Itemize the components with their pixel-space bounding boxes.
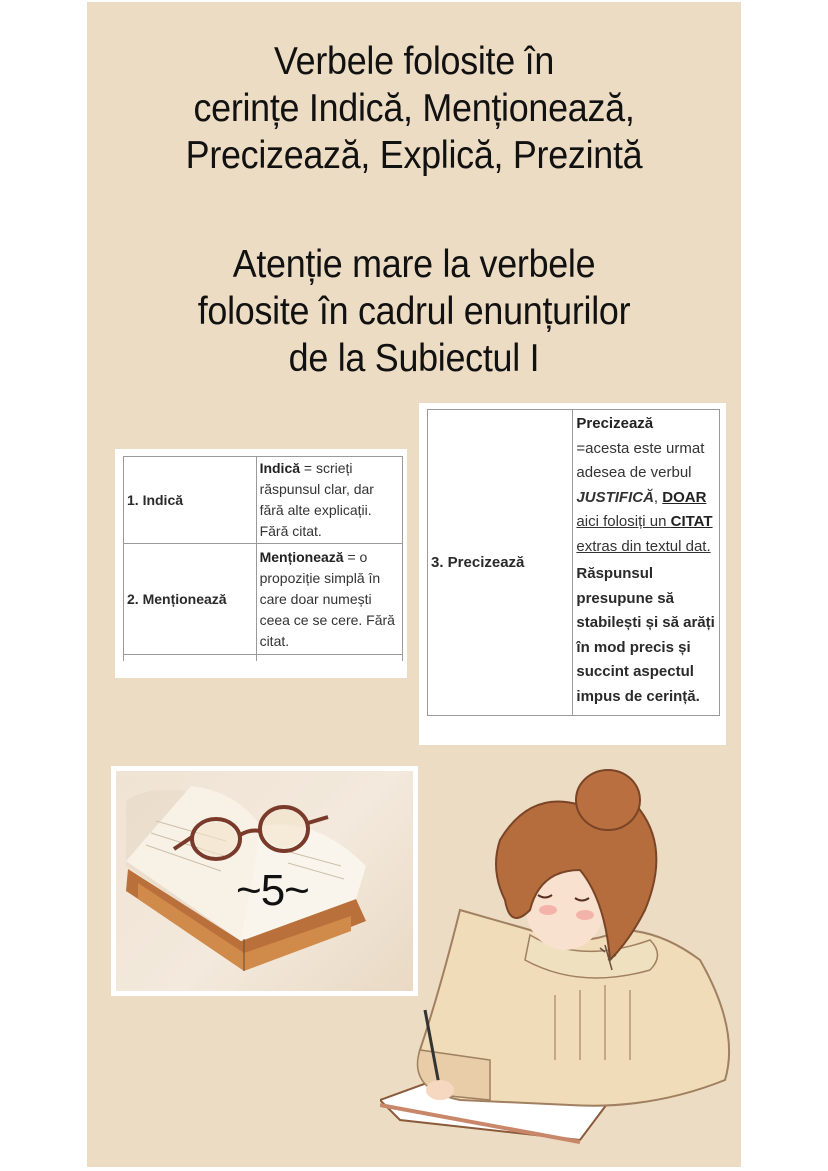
- subtitle-line: de la Subiectul I: [288, 337, 540, 380]
- answer-explanation: Răspunsul presupune să stabilești și să arăți în mod precis și succint aspectul impus de cerință.: [576, 565, 715, 705]
- justifica-emphasis: JUSTIFICĂ: [576, 488, 654, 506]
- verb-term: Indică: [259, 460, 301, 476]
- verbs-table-grid: [123, 456, 403, 661]
- definition-intro: =acesta este urmat adesea de verbul: [576, 439, 705, 481]
- title-line: cerințe Indică, Menționează,: [193, 87, 635, 130]
- verbs-table-grid: [427, 409, 720, 716]
- verb-definition: Precizează =acesta este urmat adesea de verbul JUSTIFICĂ, DOAR aici folosiți un CITAT extras din textul dat. Răspunsul presupune să stabilești și să arăți în mod precis și succint aspectul impus de cerință.: [573, 410, 720, 716]
- verb-label: 1. Indică: [124, 457, 257, 544]
- doar-emphasis: DOAR: [662, 488, 707, 506]
- subtitle-heading: [113, 241, 715, 382]
- verbs-table-right: [419, 403, 726, 745]
- table-row-partial: [124, 655, 403, 662]
- subtitle-line: Atenție mare la verbele: [232, 243, 596, 286]
- definition-text: = o propoziție simplă în care doar numești ceea ce se cere. Fără citat.: [259, 548, 395, 649]
- verb-definition: [256, 457, 402, 544]
- table-row: [124, 544, 403, 655]
- book-glasses-illustration: [111, 766, 418, 996]
- verb-term: Precizează: [576, 415, 654, 432]
- verbs-table-left: [115, 449, 407, 678]
- girl-writing-illustration: [380, 760, 740, 1160]
- verb-label: 2. Menționează: [124, 544, 257, 655]
- title-line: Precizează, Explică, Prezintă: [185, 134, 643, 177]
- verb-term: Menționează: [259, 548, 344, 565]
- page-number: ~5~: [236, 866, 309, 915]
- table-row: [428, 410, 720, 716]
- citat-emphasis: CITAT: [670, 513, 713, 530]
- verb-label: 3. Precizează: [428, 410, 573, 716]
- verb-definition: [256, 544, 402, 655]
- definition-text: = scrieți răspunsul clar, dar fără alte explicații. Fără citat.: [259, 460, 374, 539]
- subtitle-line: folosite în cadrul enunțurilor: [197, 290, 631, 333]
- table-row: [124, 457, 403, 544]
- title-heading: [113, 38, 715, 179]
- title-line: Verbele folosite în: [274, 40, 554, 83]
